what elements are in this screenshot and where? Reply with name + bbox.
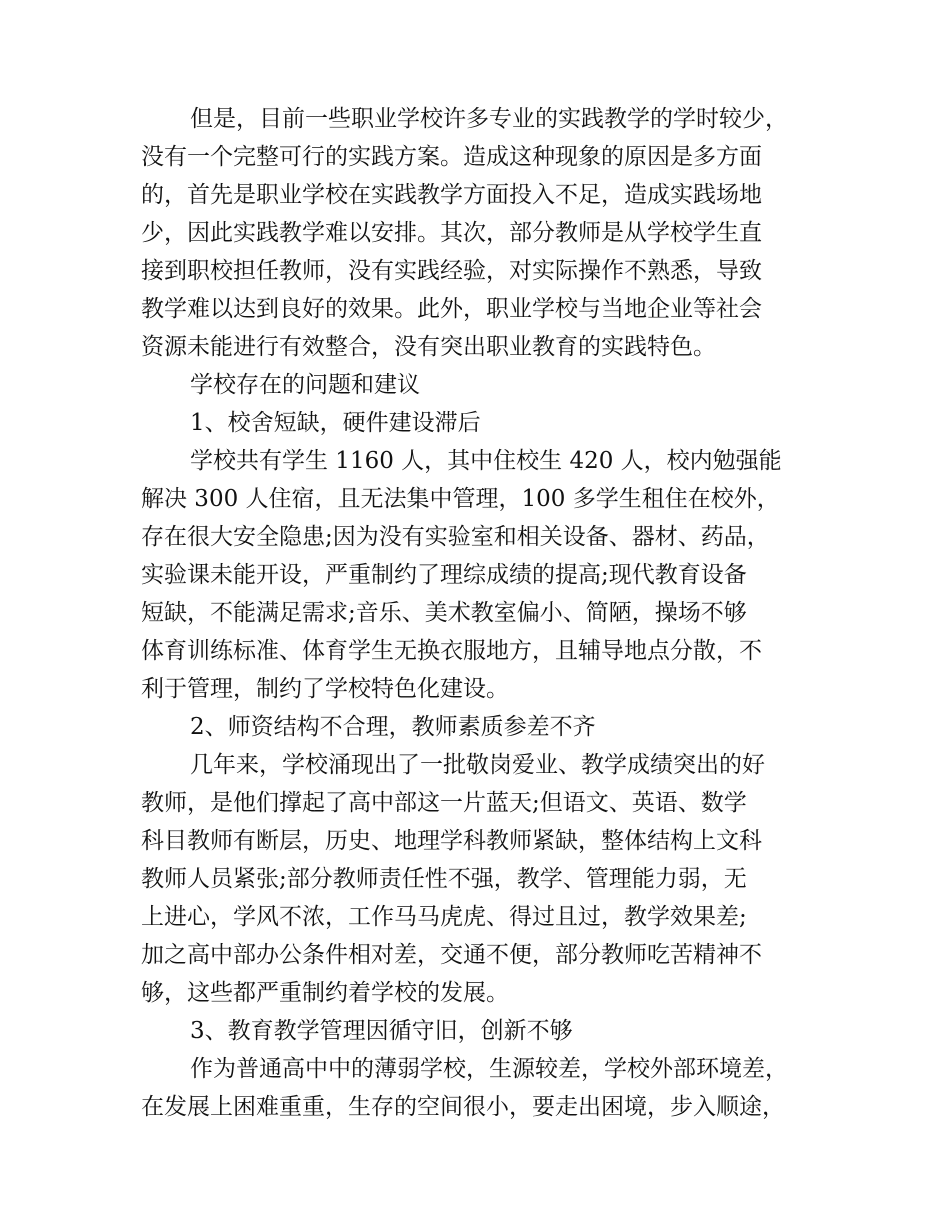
text-line: 教师，是他们撑起了高中部这一片蓝天;但语文、英语、数学 [141, 790, 747, 816]
text-line: 资源未能进行有效整合，没有突出职业教育的实践特色。 [141, 334, 716, 360]
text-line: 利于管理，制约了学校特色化建设。 [141, 676, 509, 702]
text-line: 的，首先是职业学校在实践教学方面投入不足，造成实践场地 [141, 182, 762, 208]
text-line: 教学难以达到良好的效果。此外，职业学校与当地企业等社会 [141, 296, 762, 322]
text-line: 够，这些都严重制约着学校的发展。 [141, 980, 509, 1006]
text-line: 作为普通高中中的薄弱学校，生源较差，学校外部环境差， [190, 1056, 788, 1082]
text-line: 没有一个完整可行的实践方案。造成这种现象的原因是多方面 [141, 144, 762, 170]
text-line: 科目教师有断层，历史、地理学科教师紧缺，整体结构上文科 [141, 828, 762, 854]
text-line: 短缺，不能满足需求;音乐、美术教室偏小、简陋，操场不够 [141, 600, 747, 626]
text-line: 几年来，学校涌现出了一批敬岗爱业、教学成绩突出的好 [190, 752, 765, 778]
text-line: 存在很大安全隐患;因为没有实验室和相关设备、器材、药品， [141, 524, 770, 550]
text-line: 少，因此实践教学难以安排。其次，部分教师是从学校学生直 [141, 220, 762, 246]
text-line: 加之高中部办公条件相对差，交通不便，部分教师吃苦精神不 [141, 942, 762, 968]
text-line: 学校共有学生 1160 人，其中住校生 420 人，校内勉强能 [190, 448, 782, 474]
subsection-heading: 1、校舍短缺，硬件建设滞后 [190, 410, 481, 436]
text-line: 体育训练标准、体育学生无换衣服地方，且辅导地点分散，不 [141, 638, 762, 664]
text-line: 上进心，学风不浓，工作马马虎虎、得过且过，教学效果差; [141, 904, 747, 930]
text-line: 在发展上困难重重，生存的空间很小，要走出困境，步入顺途， [141, 1094, 785, 1120]
subsection-heading: 3、教育教学管理因循守旧，创新不够 [190, 1018, 573, 1044]
text-line: 解决 300 人住宿，且无法集中管理，100 多学生租住在校外， [141, 486, 780, 512]
text-line: 教师人员紧张;部分教师责任性不强，教学、管理能力弱，无 [141, 866, 747, 892]
text-line: 接到职校担任教师，没有实践经验，对实际操作不熟悉，导致 [141, 258, 762, 284]
text-line: 实验课未能开设，严重制约了理综成绩的提高;现代教育设备 [141, 562, 747, 588]
section-heading: 学校存在的问题和建议 [190, 372, 420, 398]
text-line: 但是，目前一些职业学校许多专业的实践教学的学时较少， [190, 106, 788, 132]
subsection-heading: 2、师资结构不合理，教师素质参差不齐 [190, 714, 596, 740]
